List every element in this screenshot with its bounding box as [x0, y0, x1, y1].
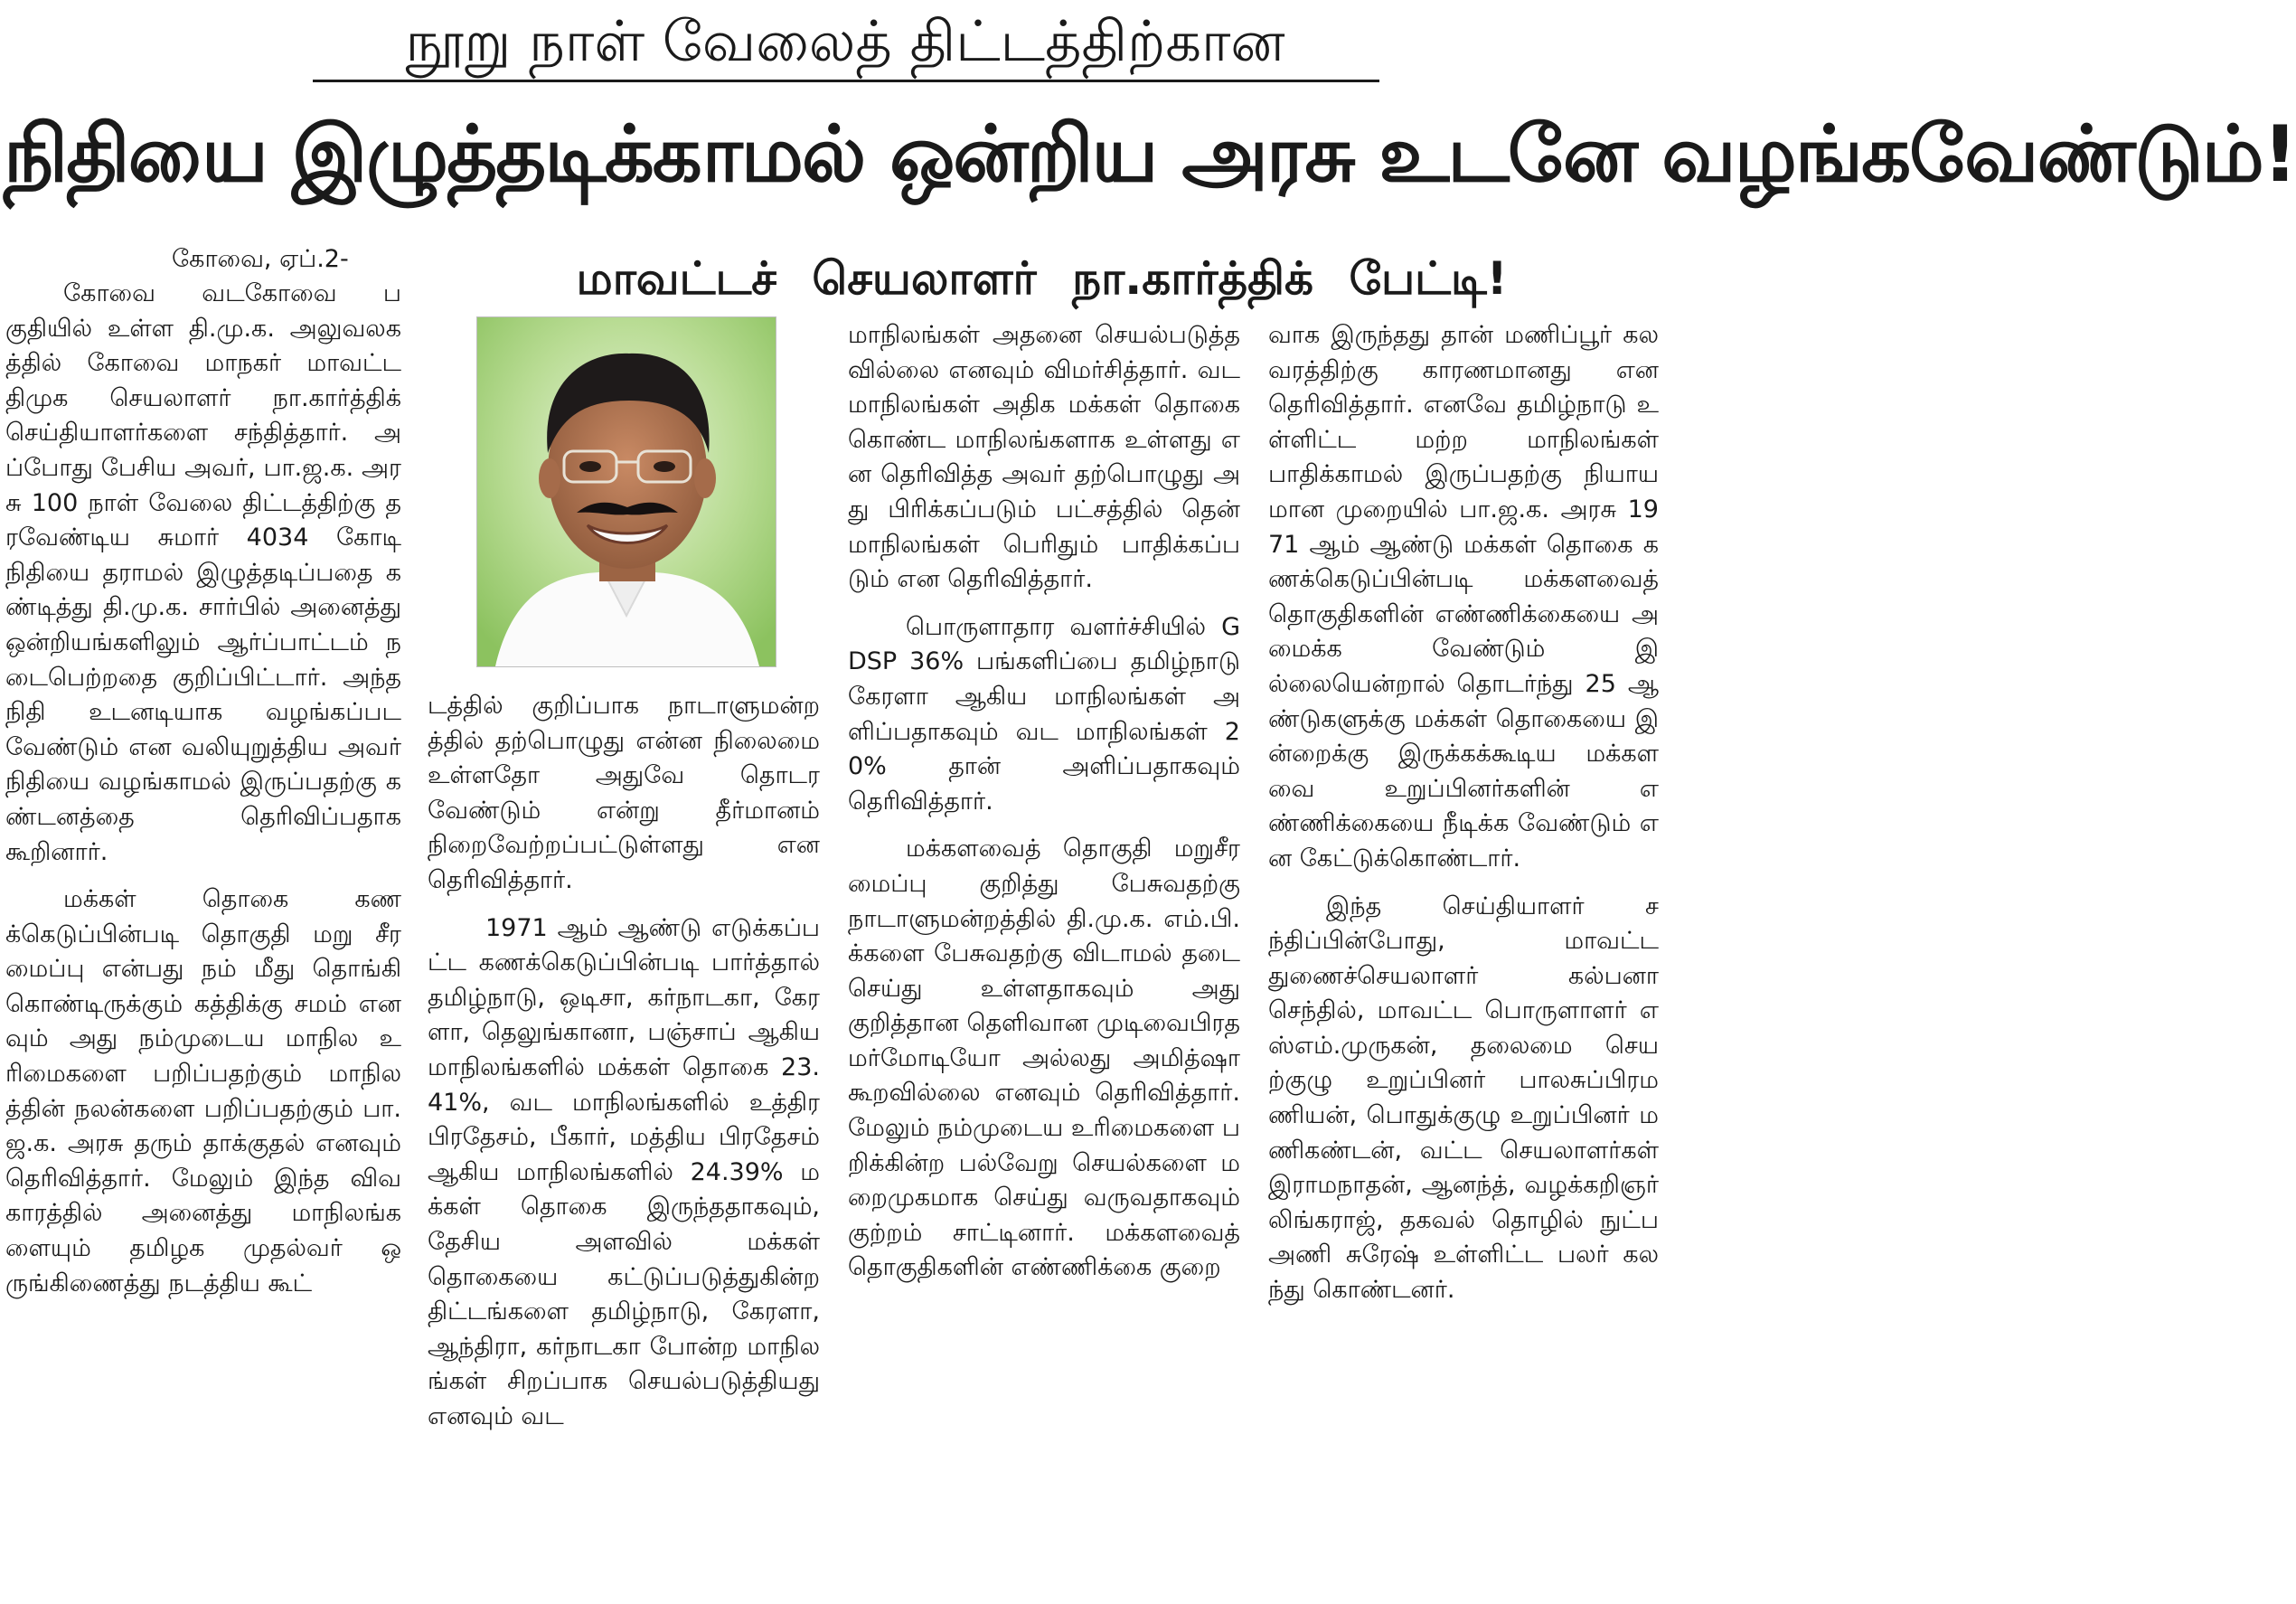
paragraph: வாக இருந்தது தான் மணிப்பூர் கலவரத்திற்கு காரணமானது என தெரிவித்தார். எனவே தமிழ்நாடு உள்ளிட்ட மற்ற மாநிலங்கள் பாதிக்காமல் இருப்பதற்கு நியாயமான முறையில் பா.ஜ.க. அரசு 1971 ஆம் ஆண்டு மக்கள் தொகை கணக்கெடுப்பின்படி மக்களவைத் தொகுதிகளின் எண்ணிக்கையை அமைக்க வேண்டும் இல்லையென்றால் தொடர்ந்து 25 ஆண்டுகளுக்கு மக்கள் தொகையை இன்றைக்கு இருக்கக்கூடிய மக்களவை உறுப்பினர்களின் எண்ணிக்கையை நீடிக்க வேண்டும் என கேட்டுக்கொண்டார். — [1268, 321, 1659, 873]
article-column-1 — [5, 277, 401, 1604]
paragraph: டத்தில் குறிப்பாக நாடாளுமன்றத்தில் தற்பொழுது என்ன நிலைமை உள்ளதோ அதுவே தொடர வேண்டும் என்று தீர்மானம் நிறைவேற்றப்பட்டுள்ளது என தெரிவித்தார். — [428, 692, 820, 894]
article-column-3 — [848, 318, 1240, 1602]
article-column-4 — [1268, 318, 1659, 1602]
paragraph: கோவை வடகோவை பகுதியில் உள்ள தி.மு.க. அலுவலகத்தில் கோவை மாநகர் மாவட்ட திமுக செயலாளர் நா.கார்த்திக் செய்தியாளர்களை சந்தித்தார். அப்போது பேசிய அவர், பா.ஜ.க. அரசு 100 நாள் வேலை திட்டத்திற்கு தரவேண்டிய சுமார் 4034 கோடி நிதியை தராமல் இழுத்தடிப்பதை கண்டித்து தி.மு.க. சார்பில் அனைத்து ஒன்றியங்களிலும் ஆர்ப்பாட்டம் நடைபெற்றதை குறிப்பிட்டார். அந்த நிதி உடனடியாக வழங்கப்பட வேண்டும் என வலியுறுத்திய அவர் நிதியை வழங்காமல் இருப்பதற்கு கண்டனத்தை தெரிவிப்பதாக கூறினார். — [5, 279, 401, 866]
paragraph: மக்களவைத் தொகுதி மறுசீரமைப்பு குறித்து பேசுவதற்கு நாடாளுமன்றத்தில் தி.மு.க. எம்.பி.க்களை பேசுவதற்கு விடாமல் தடை செய்து உள்ளதாகவும் அது குறித்தான தெளிவான முடிவைபிரதமர்மோடியோ அல்லது அமித்ஷா கூறவில்லை எனவும் தெரிவித்தார். மேலும் நம்முடைய உரிமைகளை பறிக்கின்ற பல்வேறு செயல்களை மறைமுகமாக செய்து வருவதாகவும் குற்றம் சாட்டினார். மக்களவைத் தொகுதிகளின் எண்ணிக்கை குறை — [848, 835, 1240, 1282]
kicker-headline: நூறு நாள் வேலைத் திட்டத்திற்கான — [405, 8, 1285, 74]
main-headline: நிதியை இழுத்தடிக்காமல் ஒன்றிய அரசு உடனே வழங்கவேண்டும்! — [4, 109, 2296, 200]
portrait-photo — [476, 316, 776, 667]
paragraph: பொருளாதார வளர்ச்சியில் GDSP 36% பங்களிப்பை தமிழ்நாடு கேரளா ஆகிய மாநிலங்கள் அளிப்பதாகவும் வட மாநிலங்கள் 20% தான் அளிப்பதாகவும் தெரிவித்தார். — [848, 612, 1240, 816]
paragraph: இந்த செய்தியாளர் சந்திப்பின்போது, மாவட்ட துணைச்செயலாளர் கல்பனா செந்தில், மாவட்ட பொருளாளர் எஸ்எம்.முருகன், தலைமை செயற்குழு உறுப்பினர் பாலசுப்பிரமணியன், பொதுக்குழு உறுப்பினர் மணிகண்டன், வட்ட செயலாளர்கள் இராமநாதன், ஆனந்த், வழக்கறிஞர் லிங்கராஜ், தகவல் தொழில் நுட்ப அணி சுரேஷ் உள்ளிட்ட பலர் கலந்து கொண்டனர். — [1268, 892, 1659, 1305]
dateline: கோவை, ஏப்.2- — [172, 245, 349, 273]
article-column-2 — [428, 689, 820, 1602]
paragraph: மாநிலங்கள் அதனை செயல்படுத்தவில்லை எனவும் விமர்சித்தார். வடமாநிலங்கள் அதிக மக்கள் தொகை கொண்ட மாநிலங்களாக உள்ளது என தெரிவித்த அவர் தற்பொழுது அது பிரிக்கப்படும் பட்சத்தில் தென் மாநிலங்கள் பெரிதும் பாதிக்கப்படும் என தெரிவித்தார். — [848, 321, 1240, 594]
kicker-underline — [313, 80, 1379, 82]
paragraph: மக்கள் தொகை கணக்கெடுப்பின்படி தொகுதி மறு சீரமைப்பு என்பது நம் மீது தொங்கி கொண்டிருக்கும் கத்திக்கு சமம் எனவும் அது நம்முடைய மாநில உரிமைகளை பறிப்பதற்கும் மாநிலத்தின் நலன்களை பறிப்பதற்கும் பா.ஜ.க. அரசு தரும் தாக்குதல் எனவும் தெரிவித்தார். மேலும் இந்த விவகாரத்தில் அனைத்து மாநிலங்களையும் தமிழக முதல்வர் ஒருங்கிணைத்து நடத்திய கூட் — [5, 885, 401, 1297]
subheadline: மாவட்டச் செயலாளர் நா.கார்த்திக் பேட்டி! — [576, 252, 1508, 305]
paragraph: 1971 ஆம் ஆண்டு எடுக்கப்பட்ட கணக்கெடுப்பின்படி பார்த்தால் தமிழ்நாடு, ஒடிசா, கர்நாடகா, கேரளா, தெலுங்கானா, பஞ்சாப் ஆகிய மாநிலங்களில் மக்கள் தொகை 23.41%, வட மாநிலங்களில் உத்திர பிரதேசம், பீகார், மத்திய பிரதேசம் ஆகிய மாநிலங்களில் 24.39% மக்கள் தொகை இருந்ததாகவும், தேசிய அளவில் மக்கள் தொகையை கட்டுப்படுத்துகின்ற திட்டங்களை தமிழ்நாடு, கேரளா, ஆந்திரா, கர்நாடகா போன்ற மாநிலங்கள் சிறப்பாக செயல்படுத்தியது எனவும் வட — [428, 913, 820, 1430]
